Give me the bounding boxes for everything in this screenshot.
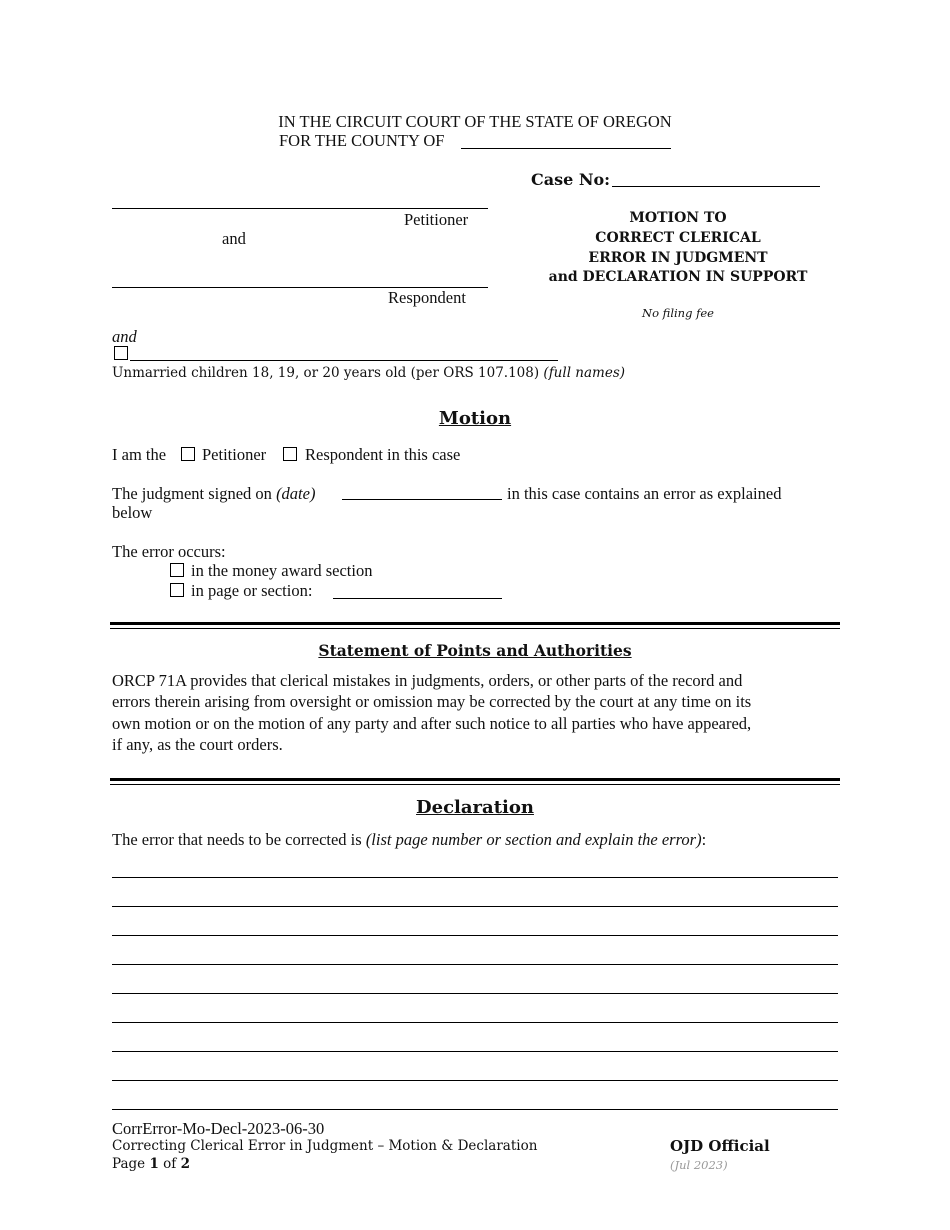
money-award-checkbox[interactable] xyxy=(170,563,184,577)
authorities-line: if any, as the court orders. xyxy=(112,734,283,754)
page-section-checkbox[interactable] xyxy=(170,583,184,597)
page-current: 1 xyxy=(149,1156,159,1172)
explanation-line[interactable] xyxy=(112,1109,838,1110)
respondent-label: Respondent xyxy=(388,288,466,307)
declaration-prompt-text: The error that needs to be corrected is xyxy=(112,830,362,849)
explanation-line[interactable] xyxy=(112,993,838,994)
respondent-checkbox[interactable] xyxy=(283,447,297,461)
page-total: 2 xyxy=(180,1156,190,1172)
petitioner-label: Petitioner xyxy=(404,210,469,229)
petitioner-checkbox[interactable] xyxy=(181,447,195,461)
section-divider-2 xyxy=(110,778,840,785)
form-id: CorrError-Mo-Decl-2023-06-30 xyxy=(112,1119,325,1138)
declaration-heading: Declaration xyxy=(416,797,534,818)
authorities-text xyxy=(112,670,852,755)
and-label: and xyxy=(222,229,246,248)
form-title-line-4: and DECLARATION IN SUPPORT xyxy=(548,269,808,286)
case-no-field[interactable] xyxy=(612,186,820,187)
declaration-prompt-end: : xyxy=(701,830,707,849)
explanation-line[interactable] xyxy=(112,935,838,936)
page-of: of xyxy=(163,1156,177,1172)
authorities-line: errors therein arising from oversight or omission may be corrected by the court at any time on its xyxy=(112,692,752,712)
children-checkbox[interactable] xyxy=(114,346,128,360)
filing-fee-note: No filing fee xyxy=(642,306,714,320)
explanation-line[interactable] xyxy=(112,877,838,878)
motion-heading: Motion xyxy=(438,408,512,429)
court-line-1: IN THE CIRCUIT COURT OF THE STATE OF OREGON xyxy=(278,112,672,131)
explanation-line[interactable] xyxy=(112,1051,838,1052)
money-award-label: in the money award section xyxy=(191,561,373,580)
and-italic-label: and xyxy=(112,327,137,346)
judgment-prefix-text: The judgment signed on xyxy=(112,484,272,503)
explanation-line[interactable] xyxy=(112,1022,838,1023)
date-hint: (date) xyxy=(276,484,316,503)
explanation-line[interactable] xyxy=(112,1080,838,1081)
section-divider-1 xyxy=(110,622,840,629)
form-title-line-2: CORRECT CLERICAL xyxy=(595,229,761,246)
footer-date: (Jul 2023) xyxy=(670,1158,728,1172)
explanation-line[interactable] xyxy=(112,964,838,965)
children-label-italic: (full names) xyxy=(543,365,626,381)
page-section-field[interactable] xyxy=(333,598,502,599)
footer-form-title: Correcting Clerical Error in Judgment – Motion & Declaration xyxy=(112,1138,538,1154)
authorities-line: own motion or on the motion of any party and after such notice to all parties who have appeared, xyxy=(112,713,752,733)
children-label xyxy=(112,365,625,382)
declaration-prompt xyxy=(112,830,706,849)
form-title-block xyxy=(530,209,826,288)
form-title-line-1: MOTION TO xyxy=(629,210,727,226)
authorities-heading: Statement of Points and Authorities xyxy=(318,641,632,660)
county-label: FOR THE COUNTY OF xyxy=(279,131,445,150)
court-heading xyxy=(200,112,750,131)
page-number xyxy=(112,1156,190,1173)
children-names-field[interactable] xyxy=(130,360,558,361)
iam-label: I am the xyxy=(112,445,167,464)
petitioner-name-field[interactable] xyxy=(112,208,488,209)
declaration-prompt-italic: (list page number or section and explain the error) xyxy=(365,830,702,849)
judgment-suffix-2: below xyxy=(112,503,153,522)
respondent-option-label: Respondent in this case xyxy=(305,445,461,464)
ojd-official: OJD Official xyxy=(670,1137,770,1155)
form-title-line-3: ERROR IN JUDGMENT xyxy=(588,249,768,266)
county-field[interactable] xyxy=(461,148,671,149)
page-section-label: in page or section: xyxy=(191,581,313,600)
children-label-text: Unmarried children 18, 19, or 20 years old (per ORS 107.108) xyxy=(112,365,540,381)
judgment-suffix: in this case contains an error as explained xyxy=(507,484,782,503)
authorities-line: ORCP 71A provides that clerical mistakes in judgments, orders, or other parts of the record and xyxy=(112,671,743,690)
explanation-line[interactable] xyxy=(112,906,838,907)
judgment-date-field[interactable] xyxy=(342,499,502,500)
error-occurs-label: The error occurs: xyxy=(112,542,226,561)
case-no-label: Case No: xyxy=(531,170,611,189)
page-prefix: Page xyxy=(112,1156,146,1172)
judgment-prefix xyxy=(112,484,315,503)
petitioner-option-label: Petitioner xyxy=(202,445,267,464)
